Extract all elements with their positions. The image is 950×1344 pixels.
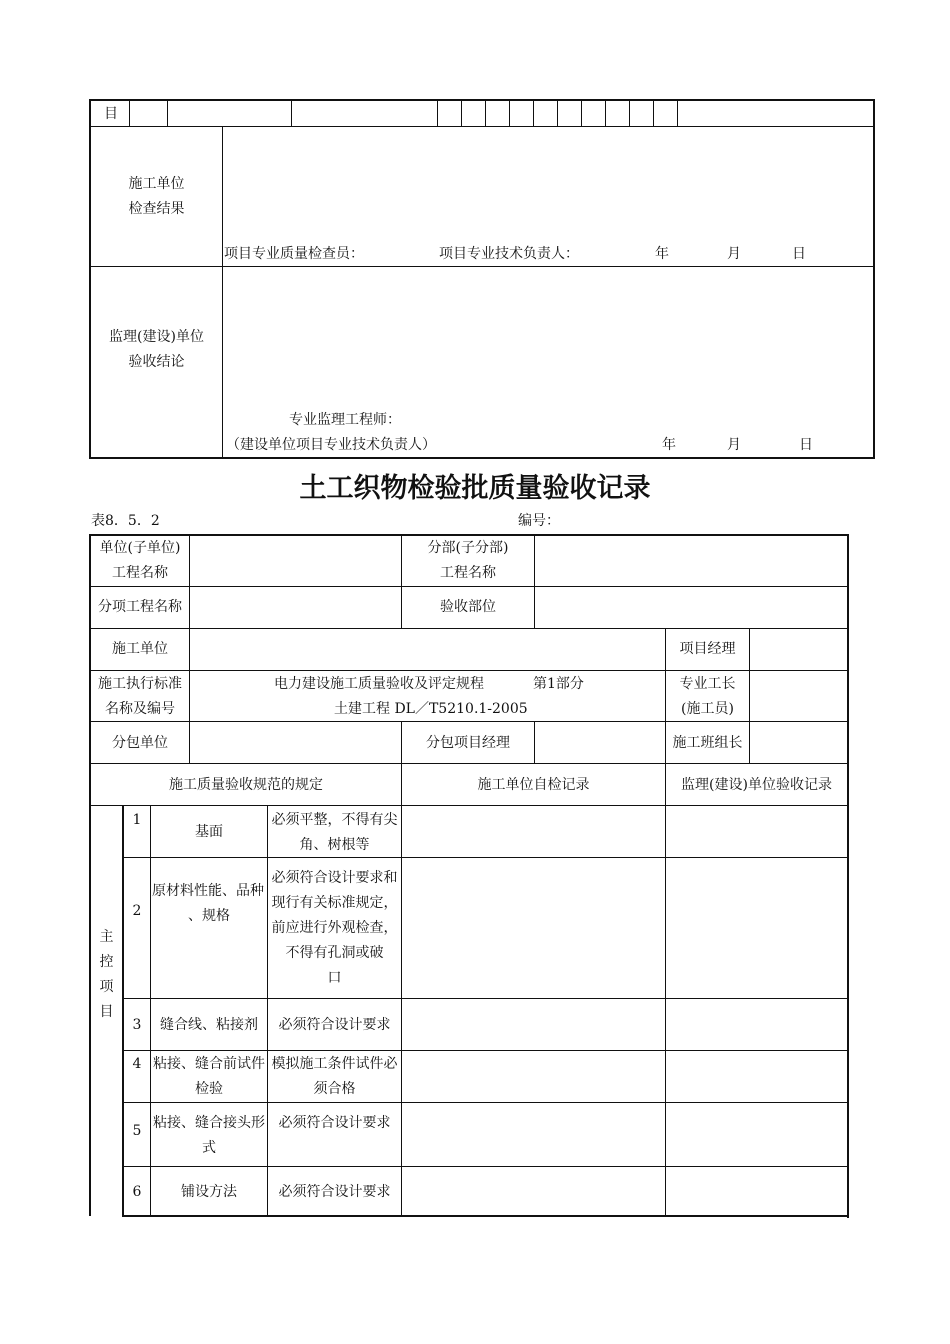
item-number: 4 bbox=[132, 1056, 142, 1072]
item-requirement: 必须符合设计要求和 bbox=[271, 870, 398, 886]
subcontractor-label: 分包单位 bbox=[112, 735, 168, 751]
supervision-label-line1: 监理(建设)单位 bbox=[109, 329, 204, 345]
item-number: 3 bbox=[132, 1017, 142, 1033]
acceptance-part-label: 验收部位 bbox=[440, 599, 496, 615]
sub-project-label-line2: 工程名称 bbox=[440, 565, 496, 581]
check-day-label: 日 bbox=[792, 246, 806, 262]
foreman-label-line2: (施工员) bbox=[681, 701, 734, 717]
supervision-record-header: 监理(建设)单位验收记录 bbox=[681, 777, 832, 793]
conclusion-year-label: 年 bbox=[662, 437, 676, 453]
standard-value-line1: 电力建设施工质量验收及评定规程 bbox=[274, 676, 484, 692]
supervision-label-line2: 验收结论 bbox=[128, 354, 185, 370]
item-requirement: 须合格 bbox=[313, 1081, 356, 1097]
item-name: 粘接、缝合接头形 bbox=[153, 1115, 265, 1131]
item-name: 、规格 bbox=[188, 908, 230, 924]
item-requirement: 口 bbox=[327, 970, 342, 986]
top-table-border-bottom bbox=[89, 457, 875, 459]
team-leader-label: 施工班组长 bbox=[672, 735, 743, 751]
quality-inspector-label: 项目专业质量检查员： bbox=[224, 246, 364, 262]
item-requirement: 模拟施工条件试件必 bbox=[271, 1056, 398, 1072]
item-name: 式 bbox=[202, 1140, 216, 1156]
conclusion-month-label: 月 bbox=[727, 437, 741, 453]
sub-project-label-line1: 分部(子分部) bbox=[427, 540, 509, 556]
item-name: 缝合线、粘接剂 bbox=[160, 1017, 258, 1033]
item-requirement: 必须平整，不得有尖 bbox=[271, 812, 398, 828]
item-number: 5 bbox=[132, 1123, 142, 1139]
sub-pm-label: 分包项目经理 bbox=[426, 735, 510, 751]
standard-value-part: 第1部分 bbox=[533, 676, 584, 692]
item-number: 2 bbox=[132, 903, 142, 919]
conclusion-day-label: 日 bbox=[799, 437, 813, 453]
spec-header: 施工质量验收规范的规定 bbox=[169, 777, 323, 793]
owner-tech-lead-label: （建设单位项目专业技术负责人） bbox=[226, 437, 436, 453]
check-month-label: 月 bbox=[727, 246, 741, 262]
item-number: 6 bbox=[132, 1184, 142, 1200]
item-requirement: 不得有孔洞或破 bbox=[285, 945, 384, 961]
unit-project-label-line1: 单位(子单位) bbox=[99, 540, 181, 556]
main-control-label: 主 控 项 目 bbox=[99, 929, 114, 1020]
top-row-label: 目 bbox=[104, 106, 118, 122]
construction-check-label-line2: 检查结果 bbox=[128, 201, 185, 217]
item-requirement: 必须符合设计要求 bbox=[278, 1017, 391, 1033]
item-number: 1 bbox=[132, 812, 142, 828]
item-requirement: 角、树根等 bbox=[299, 837, 370, 853]
document-title: 土工织物检验批质量验收记录 bbox=[299, 473, 651, 504]
tech-lead-label: 项目专业技术负责人： bbox=[439, 246, 579, 262]
item-requirement: 必须符合设计要求 bbox=[278, 1184, 391, 1200]
unit-project-label-line2: 工程名称 bbox=[112, 565, 168, 581]
standard-value-line2: 土建工程 DL／T5210.1-2005 bbox=[334, 701, 528, 717]
standard-label-line1: 施工执行标准 bbox=[98, 676, 182, 692]
item-requirement: 前应进行外观检查， bbox=[271, 920, 398, 936]
item-name: 原材料性能、品种 bbox=[152, 883, 264, 899]
table-number: 表8．5．2 bbox=[91, 513, 160, 529]
top-table-border-top bbox=[89, 99, 875, 101]
item-requirement: 必须符合设计要求 bbox=[278, 1115, 391, 1131]
top-table-border-right bbox=[873, 99, 875, 459]
construction-check-label-line1: 施工单位 bbox=[128, 176, 185, 192]
self-check-header: 施工单位自检记录 bbox=[477, 777, 590, 793]
item-requirement: 现行有关标准规定， bbox=[271, 895, 398, 911]
item-name: 检验 bbox=[195, 1081, 223, 1097]
foreman-label-line1: 专业工长 bbox=[679, 676, 736, 692]
standard-label-line2: 名称及编号 bbox=[105, 701, 175, 717]
project-manager-label: 项目经理 bbox=[679, 641, 736, 657]
item-name: 基面 bbox=[195, 824, 223, 840]
serial-number-label: 编号： bbox=[518, 513, 560, 529]
top-table-border-left bbox=[89, 99, 91, 459]
check-year-label: 年 bbox=[655, 246, 669, 262]
supervision-engineer-label: 专业监理工程师： bbox=[289, 412, 401, 428]
construction-unit-label: 施工单位 bbox=[112, 641, 168, 657]
item-name: 铺设方法 bbox=[181, 1184, 237, 1200]
item-project-label: 分项工程名称 bbox=[98, 599, 182, 615]
item-name: 粘接、缝合前试件 bbox=[153, 1056, 265, 1072]
